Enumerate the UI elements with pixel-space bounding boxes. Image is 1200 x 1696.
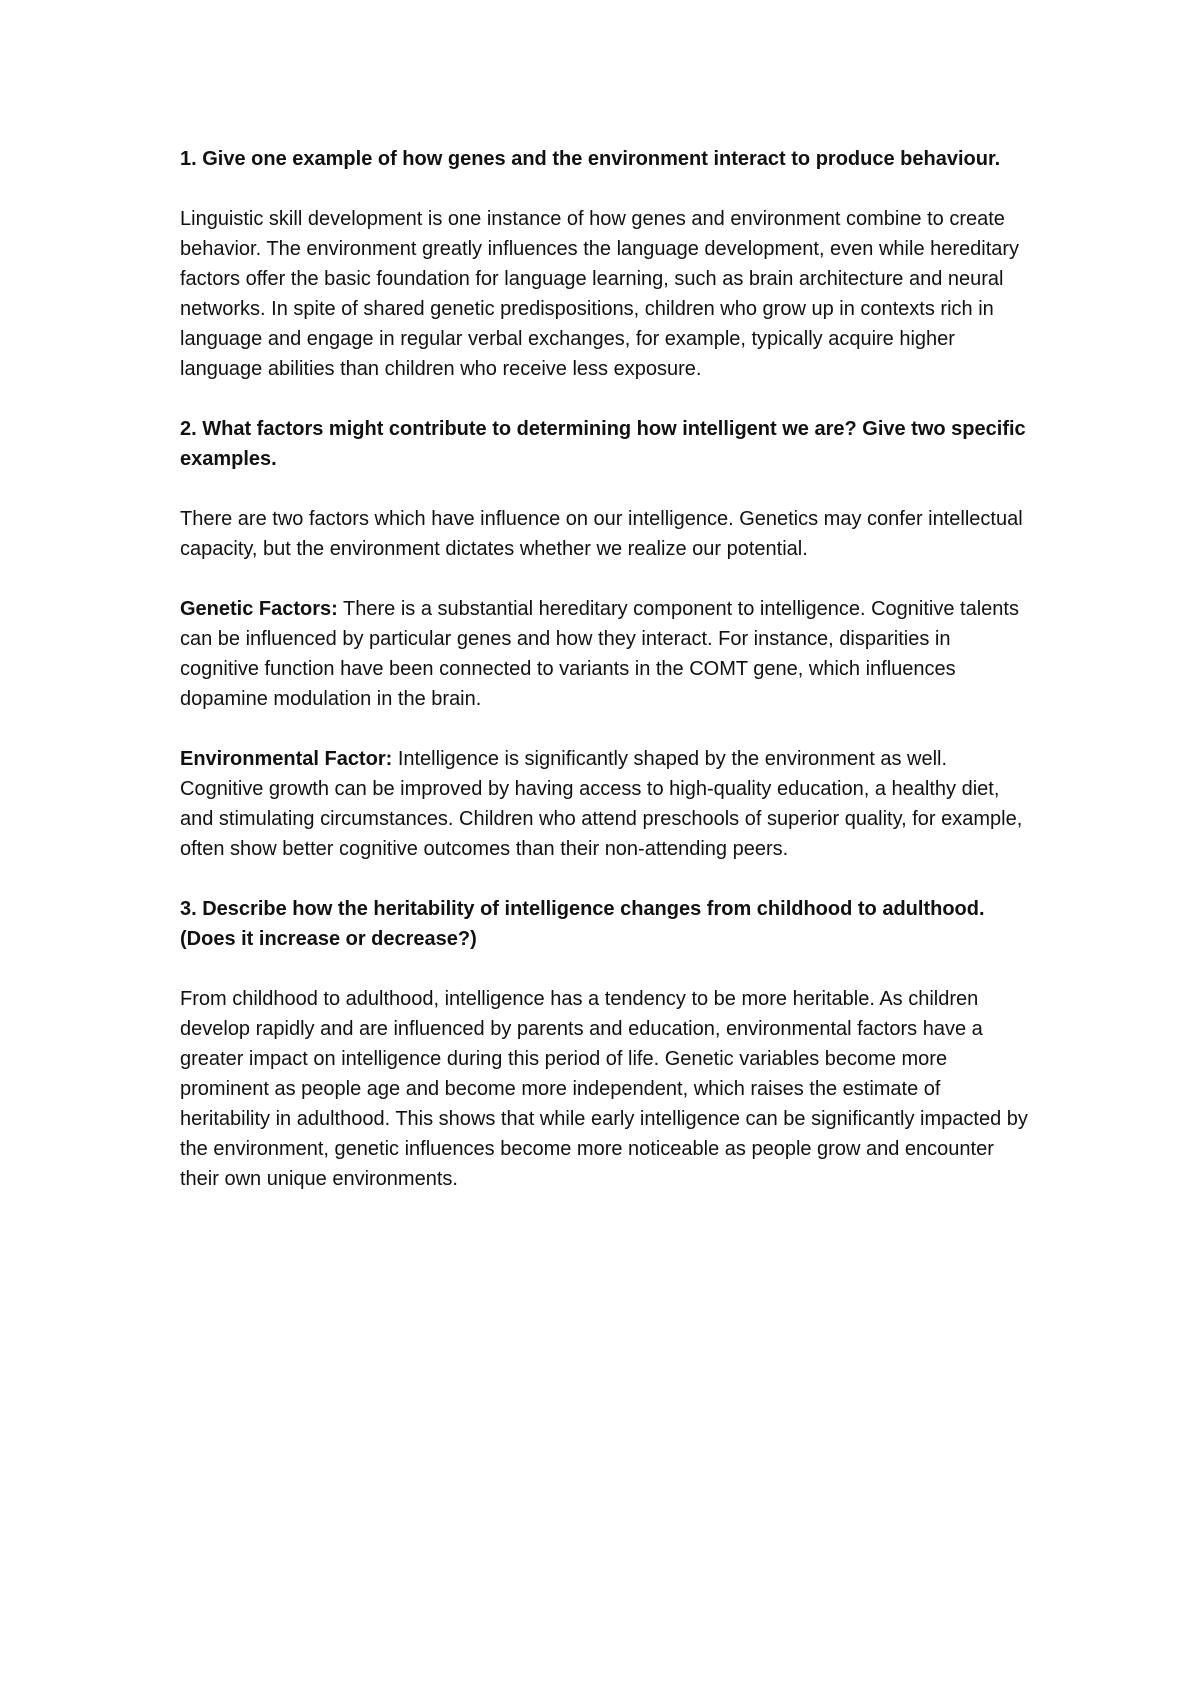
- document-body: [180, 144, 1030, 1224]
- environmental-factor-text: Intelligence is significantly shaped by the environment as well. Cognitive growth can be improved by having access to high-quality education, a healthy diet, and stimulating circumstances. Children who attend preschools of superior quality, for example, often show better cognitive outcomes than their non-attending peers.: [180, 748, 1023, 860]
- genetic-factors-label: Genetic Factors:: [180, 598, 338, 620]
- environmental-factor-paragraph: [180, 744, 1030, 864]
- genetic-factors-paragraph: [180, 594, 1030, 714]
- question-3-answer: From childhood to adulthood, intelligence has a tendency to be more heritable. As children develop rapidly and are influenced by parents and education, environmental factors have a greater impact on intelligence during this period of life. Genetic variables become more prominent as people age and become more independent, which raises the estimate of heritability in adulthood. This shows that while early intelligence can be significantly impacted by the environment, genetic influences become more noticeable as people grow and encounter their own unique environments.: [180, 988, 1028, 1190]
- question-2-intro: There are two factors which have influence on our intelligence. Genetics may confer intellectual capacity, but the environment dictates whether we realize our potential.: [180, 508, 1023, 560]
- question-1-answer: Linguistic skill development is one instance of how genes and environment combine to create behavior. The environment greatly influences the language development, even while hereditary factors offer the basic foundation for language learning, such as brain architecture and neural networks. In spite of shared genetic predispositions, children who grow up in contexts rich in language and engage in regular verbal exchanges, for example, typically acquire higher language abilities than children who receive less exposure.: [180, 208, 1020, 380]
- genetic-factors-text: There is a substantial hereditary component to intelligence. Cognitive talents can be influenced by particular genes and how they interact. For instance, disparities in cognitive function have been connected to variants in the COMT gene, which influences dopamine modulation in the brain.: [180, 598, 1019, 710]
- environmental-factor-label: Environmental Factor:: [180, 748, 393, 770]
- question-3-heading: 3. Describe how the heritability of intelligence changes from childhood to adulthood. (Does it increase or decrease?): [180, 898, 985, 950]
- question-1-heading: 1. Give one example of how genes and the environment interact to produce behaviour.: [180, 148, 1001, 170]
- question-2-heading: 2. What factors might contribute to determining how intelligent we are? Give two specific examples.: [180, 418, 1026, 470]
